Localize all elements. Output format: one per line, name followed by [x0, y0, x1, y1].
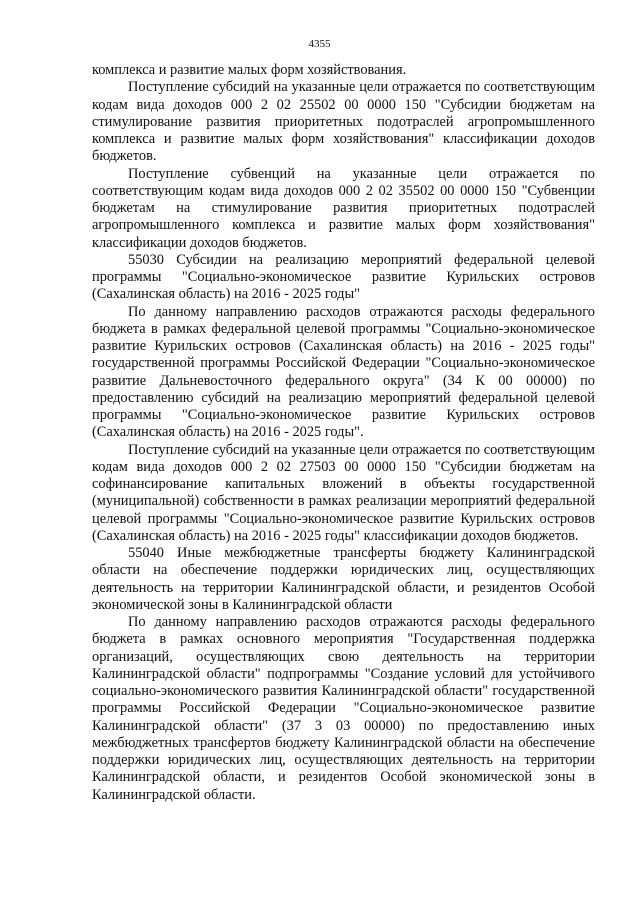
paragraph-heading-55030: 55030 Субсидии на реализацию мероприятий федеральной целевой программы "Социально-экономическое развитие Курильских островов (Сахалинская область) на 2016 - 2025 годы"	[92, 251, 595, 303]
document-body	[92, 62, 595, 804]
page-number: 4355	[308, 38, 331, 50]
paragraph-subsidy-income-codes: Поступление субсидий на указанные цели отражается по соответствующим кодам вида доходов 000 2 02 25502 00 0000 150 "Субсидии бюджетам на стимулирование развития приоритетных подотраслей агропромышленного комплекса и развитие малых форм хозяйствования" классификации доходов бюджетов.	[92, 79, 595, 165]
paragraph-income-codes-55030: Поступление субсидий на указанные цели отражается по соответствующим кодам вида доходов 000 2 02 27503 00 0000 150 "Субсидии бюджетам на софинансирование капитальных вложений в объекты государственной (муниципальной) собственности в рамках реализации мероприятий федеральной целевой программы "Социально-экономическое развитие Курильских островов (Сахалинская область) на 2016 - 2025 годы" классификации доходов бюджетов.	[92, 441, 595, 544]
paragraph-heading-55040: 55040 Иные межбюджетные трансферты бюджету Калининградской области на обеспечение поддержки юридических лиц, осуществляющих деятельность на территории Калининградской области, и резидентов Особой экономической зоны в Калининградской области	[92, 545, 595, 613]
paragraph-subvention-income-codes: Поступление субвенций на указанные цели отражается по соответствующим кодам вида доходов 000 2 02 35502 00 0000 150 "Субвенции бюджетам на стимулирование развития приоритетных подотраслей агропромышленного комплекса и развитие малых форм хозяйствования" классификации доходов бюджетов.	[92, 165, 595, 251]
paragraph-expenses-55040: По данному направлению расходов отражаются расходы федерального бюджета в рамках основного мероприятия "Государственная поддержка организаций, осуществляющих свою деятельность на территории Калининградской области" подпрограммы "Создание условий для устойчивого социально-экономического развития Калининградской области" государственной программы Российской Федерации "Социально-экономическое развитие Калининградской области" (37 3 03 00000) по предоставлению иных межбюджетных трансфертов бюджету Калининградской области на обеспечение поддержки юридических лиц, осуществляющих деятельность на территории Калининградской области, и резидентов Особой экономической зоны в Калининградской области.	[92, 614, 595, 803]
paragraph-continuation: комплекса и развитие малых форм хозяйствования.	[92, 62, 407, 78]
paragraph-expenses-55030: По данному направлению расходов отражаются расходы федерального бюджета в рамках федеральной целевой программы "Социально-экономическое развитие Курильских островов (Сахалинская область) на 2016 - 2025 годы" государственной программы Российской Федерации "Социально-экономическое развитие Дальневосточного федерального округа" (34 К 00 00000) по предоставлению субсидий на реализацию мероприятий федеральной целевой программы "Социально-экономическое развитие Курильских островов (Сахалинская область) на 2016 - 2025 годы".	[92, 303, 595, 441]
